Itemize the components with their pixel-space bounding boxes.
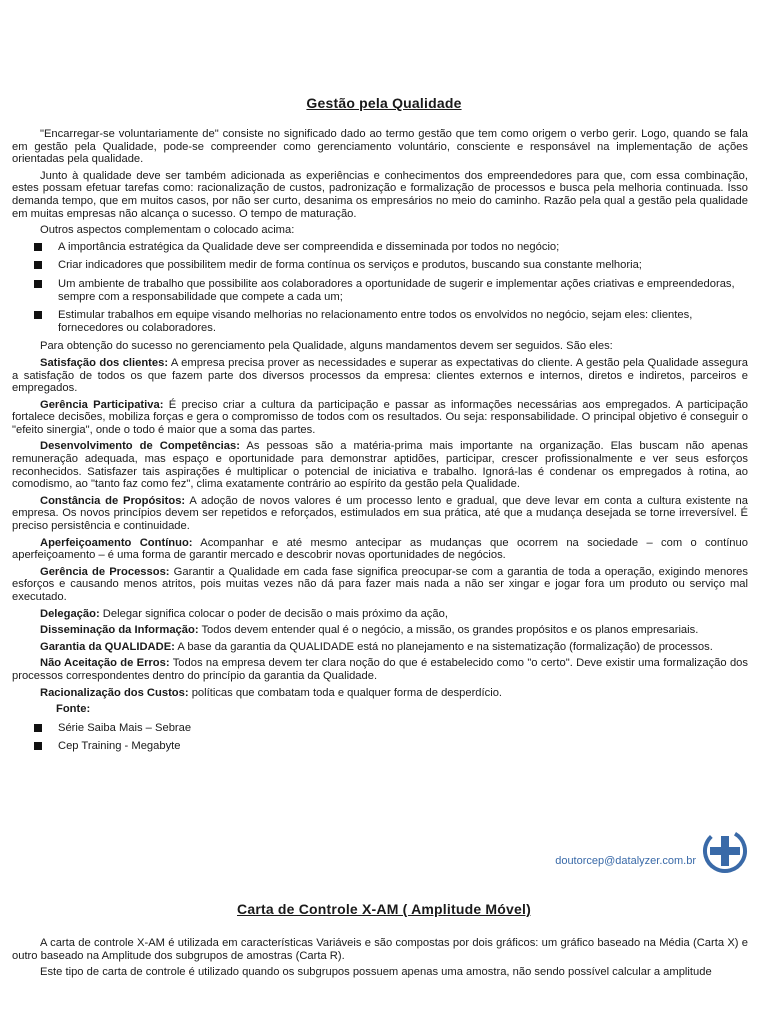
square-bullet-icon [34,724,42,732]
mandamento-term: Satisfação dos clientes: [40,356,169,369]
intro-paragraph: "Encarregar-se voluntariamente de" consiste no significado dado ao termo gestão que tem como origem o verbo gerir. Logo, quando se fala em gestão pela Qualidade, pode-se compreender como gerenciamento voluntário, consciente e responsável na implementação de ações orientadas pela qualidade. [12,128,748,166]
mandamento-paragraph [12,608,748,621]
mandamento-term: Não Aceitação de Erros: [40,657,170,670]
mandamentos-intro: Para obtenção do sucesso no gerenciamento pela Qualidade, alguns mandamentos devem ser seguidos. São eles: [40,340,613,353]
mandamento-paragraph [12,624,748,637]
mandamento-term: Disseminação da Informação: [40,624,199,637]
carta-paragraph: Este tipo de carta de controle é utilizado quando os subgrupos possuem apenas uma amostra, não sendo possível calcular a amplitude [40,966,712,979]
carta-section [12,937,748,983]
mandamento-text: políticas que combatam toda e qualquer forma de desperdício. [188,686,503,699]
list-item [12,241,748,254]
list-item [12,740,748,753]
list-item-text: A importância estratégica da Qualidade deve ser compreendida e disseminada por todos no negócio; [58,240,560,253]
mandamento-term: Aperfeiçoamento Contínuo: [40,536,193,549]
footer-email-link[interactable]: doutorcep@datalyzer.com.br [555,854,696,867]
mandamento-paragraph [12,357,748,395]
list-item-text: Série Saiba Mais – Sebrae [58,721,192,734]
mandamento-text: Todos devem entender qual é o negócio, a missão, os grandes propósitos e os planos empresariais. [198,624,699,637]
mandamento-paragraph [12,566,748,604]
mandamento-text: Delegar significa colocar o poder de decisão o mais próximo da ação, [99,607,448,620]
list-item [12,278,748,303]
intro-paragraph: Outros aspectos complementam o colocado acima: [40,224,295,237]
mandamento-term: Gerência de Processos: [40,565,170,578]
intro-paragraph: Junto à qualidade deve ser também adicionada as experiências e conhecimentos dos empreendedores para que, com essa combinação, estes possam efetuar tarefas como: racionalização de custos, padronização e formalização de processos e busca pela melhoria continuada. Isso demanda tempo, que em muitos casos, por não ser curto, desanima os empresários no meio do caminho. Razão pela qual a gestão pela qualidade em muitas empresas não alcança o sucesso. O tempo de maturação. [12,169,748,220]
sources-label: Fonte: [56,703,91,716]
mandamento-text: A adoção de novos valores é um processo lento e gradual, que deve levar em conta a cultura existente na empresa. Os novos princípios devem ser repetidos e reforçados, estimulados em sua prática, até que a mudança desejada se torne irreversível. É preciso persistência e continuidade. [12,494,748,533]
list-item-text: Criar indicadores que possibilitem medir de forma contínua os serviços e produtos, buscando sua constante melhoria; [58,259,642,272]
mandamento-paragraph [12,440,748,490]
list-item [12,309,748,334]
list-item [12,722,748,735]
carta-paragraph: A carta de controle X-AM é utilizada em características Variáveis e são compostas por dois gráficos: um gráfico baseado na Média (Carta X) e outro baseado na Amplitude dos subgrupos de amostras (Carta R). [12,937,748,962]
mandamento-text: As pessoas são a matéria-prima mais importante na organização. Elas buscam não apenas remuneração adequada, mas espaço e oportunidade para demonstrar aptidões, participar, crescer profissionalmente e ver seus esforços reconhecidos. Satisfazer tais aspirações é multiplicar o potencial de iniciativa e trabalho. Ignorá-las é condenar os empregados à rotina, ao comodismo, ao "tanto faz como fez", clima exatamente contrário ao espírito da gestão pela Qualidade. [12,440,748,491]
square-bullet-icon [34,742,42,750]
page-footer [555,828,748,874]
list-item-text: Um ambiente de trabalho que possibilite aos colaboradores a oportunidade de sugerir e implementar ações criativas e empreendedoras, sempre com a responsabilidade que compete a cada um; [58,277,735,303]
mandamento-term: Desenvolvimento de Competências: [40,440,240,453]
square-bullet-icon [34,280,42,288]
mandamento-term: Racionalização dos Custos: [40,686,189,699]
datalyzer-cross-logo-icon [702,828,748,874]
mandamento-text: A empresa precisa prover as necessidades e superar as expectativas do cliente. A gestão pela Qualidade assegura a satisfação de todos os que fazem parte dos diversos processos da empresa: clientes externos e internos, diretos e indiretos, parceiros e empregados. [12,356,749,395]
aspects-list [12,241,748,335]
sources-list [12,722,748,753]
mandamento-paragraph [12,399,748,437]
list-item-text: Estimular trabalhos em equipe visando melhorias no relacionamento entre todos os envolvidos no negócio, sejam eles: clientes, fornecedores ou colaboradores. [58,309,693,334]
page-title: Gestão pela Qualidade [306,95,462,111]
mandamento-term: Constância de Propósitos: [40,494,186,507]
mandamento-paragraph [12,495,748,533]
mandamento-text: Todos na empresa devem ter clara noção do que é estabelecido como "o certo". Deve existir uma formalização dos processos correspondentes dentro do princípio da garantia da Qualidade. [12,657,748,682]
mandamento-text: Acompanhar e até mesmo antecipar as mudanças que ocorrem na sociedade – com o contínuo aperfeiçoamento – é uma forma de garantir mercado e descobrir novas oportunidades de negócios. [12,536,748,562]
square-bullet-icon [34,311,42,319]
mandamento-text: A base da garantia da QUALIDADE está no planejamento e na sistematização (formalização) de processos. [174,640,713,653]
list-item-text: Cep Training - Megabyte [58,740,181,753]
mandamento-text: Garantir a Qualidade em cada fase significa preocupar-se com a garantia de toda a operação, exigindo menores esforços e causando menos atritos, pois muitas vezes não dá para fazer mais nada a não ser xingar e jogar fora um produto ou serviço mal executado. [12,565,748,603]
mandamento-text: É preciso criar a cultura da participação e passar as informações necessárias aos empregados. A participação fortalece decisões, mobiliza forças e gera o compromisso de todos com os resultados. Ou seja: responsabilidade. O principal objetivo é conseguir o "efeito sinergia", onde o todo é maior que a soma das partes. [12,398,748,436]
square-bullet-icon [34,261,42,269]
gestao-section [12,128,748,759]
mandamento-term: Gerência Participativa: [40,398,164,411]
mandamento-term: Garantia da QUALIDADE: [40,640,175,653]
section-title: Carta de Controle X-AM ( Amplitude Móvel) [237,901,531,917]
mandamento-term: Delegação: [40,607,100,620]
mandamento-paragraph [12,641,748,654]
mandamento-paragraph [12,537,748,562]
mandamento-paragraph [12,657,748,682]
square-bullet-icon [34,243,42,251]
mandamento-paragraph [12,687,748,700]
list-item [12,259,748,272]
